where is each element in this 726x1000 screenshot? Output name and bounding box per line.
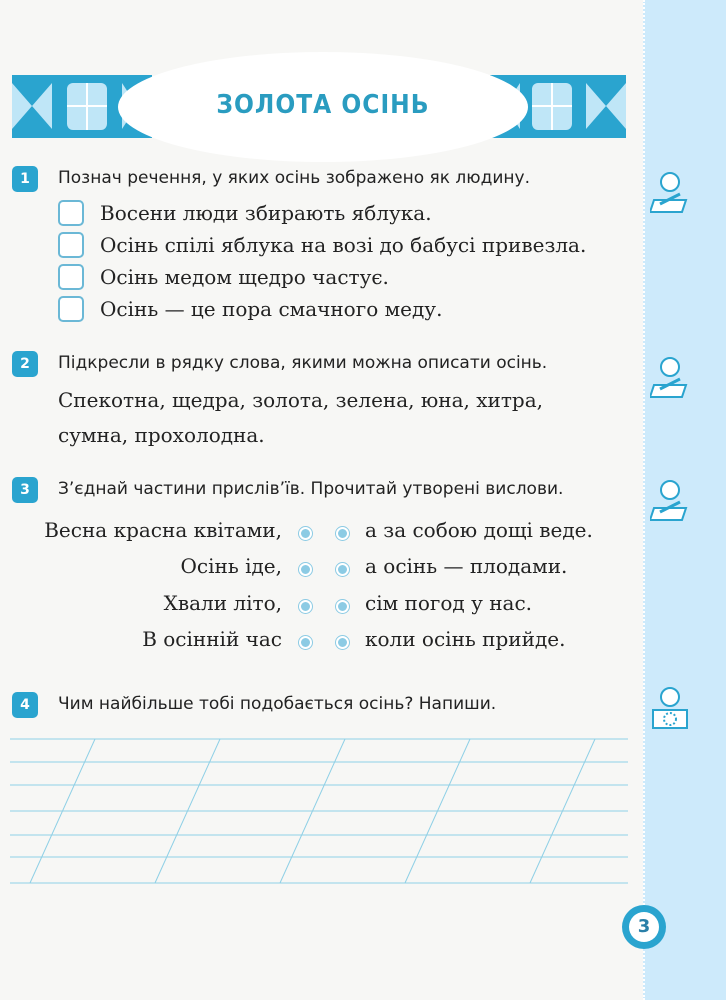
proverb-right-4: коли осінь прийде.	[365, 627, 566, 651]
write-icon	[650, 355, 690, 399]
option-text: Осінь спілі яблука на возі до бабусі привезла.	[100, 233, 587, 257]
right-dot[interactable]	[336, 527, 349, 540]
option-text: Осінь — це пора смачного меду.	[100, 297, 443, 321]
word-line-2[interactable]: сумна, прохолодна.	[58, 423, 265, 447]
checkbox[interactable]	[58, 232, 84, 258]
task-number-2: 2	[12, 351, 38, 377]
option-2[interactable]	[58, 232, 586, 258]
page-title: ЗОЛОТА ОСІНЬ	[216, 90, 430, 120]
task-2-instruction: Підкресли в рядку слова, якими можна описати осінь.	[58, 353, 548, 373]
proverb-left-4: В осінній час	[142, 627, 282, 651]
word-line-1[interactable]: Спекотна, щедра, золота, зелена, юна, хитра,	[58, 388, 544, 412]
page-number: 3	[629, 912, 659, 942]
right-dot[interactable]	[336, 563, 349, 576]
option-1[interactable]	[58, 200, 432, 226]
task-3-instruction: З’єднай частини прислів’їв. Прочитай утворені вислови.	[58, 479, 564, 499]
proverb-left-3: Хвали літо,	[163, 591, 282, 615]
write-icon	[650, 170, 690, 214]
task-4-instruction: Чим найбільше тобі подобається осінь? Напиши.	[58, 694, 497, 714]
write-icon	[650, 478, 690, 522]
proverb-right-3: сім погод у нас.	[365, 591, 533, 615]
proverb-right-2: а осінь — плодами.	[365, 554, 568, 578]
left-dot[interactable]	[299, 636, 312, 649]
writing-lines[interactable]	[10, 735, 628, 887]
checkbox[interactable]	[58, 264, 84, 290]
think-icon	[650, 686, 690, 730]
left-dot[interactable]	[299, 527, 312, 540]
task-1-instruction: Познач речення, у яких осінь зображено як людину.	[58, 168, 530, 188]
right-dot[interactable]	[336, 600, 349, 613]
option-3[interactable]	[58, 264, 389, 290]
option-text: Восени люди збирають яблука.	[100, 201, 432, 225]
task-number-1: 1	[12, 166, 38, 192]
left-dot[interactable]	[299, 600, 312, 613]
checkbox[interactable]	[58, 296, 84, 322]
left-dot[interactable]	[299, 563, 312, 576]
proverb-left-2: Осінь іде,	[180, 554, 282, 578]
checkbox[interactable]	[58, 200, 84, 226]
proverb-right-1: а за собою дощі веде.	[365, 518, 593, 542]
page-number-badge	[622, 905, 666, 949]
proverb-left-1: Весна красна квітами,	[44, 518, 282, 542]
right-dot[interactable]	[336, 636, 349, 649]
option-4[interactable]	[58, 296, 442, 322]
option-text: Осінь медом щедро частує.	[100, 265, 389, 289]
task-number-4: 4	[12, 692, 38, 718]
task-number-3: 3	[12, 477, 38, 503]
